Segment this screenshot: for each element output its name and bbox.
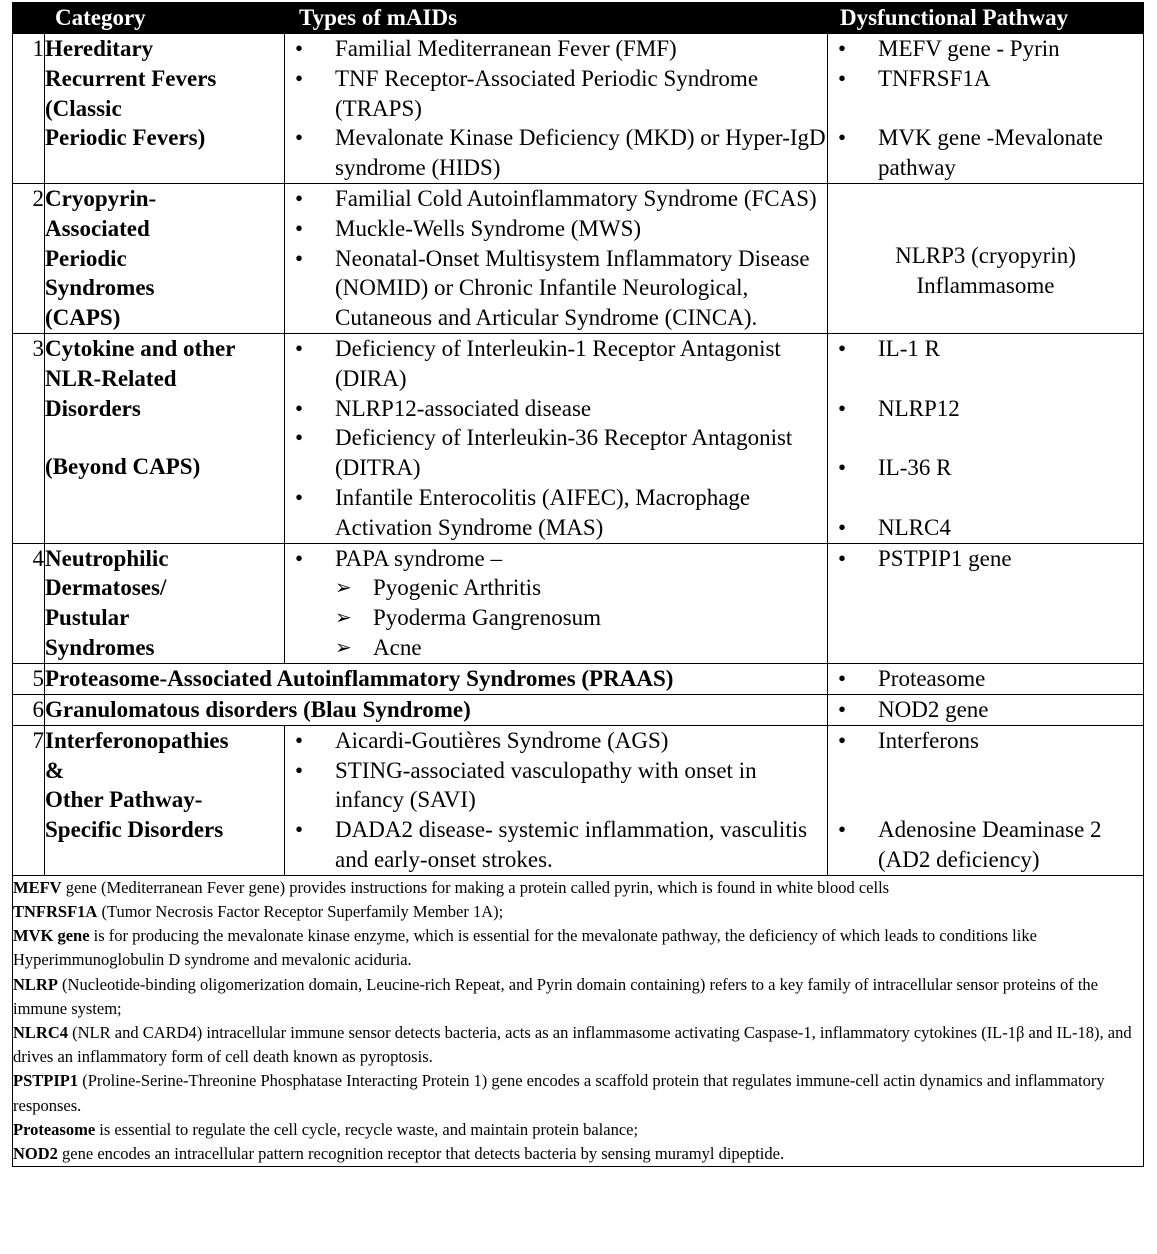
list-item: • TNFRSF1A [828,64,1143,94]
sub-list-item: ➢ Pyogenic Arthritis [285,573,827,603]
types-cell [285,34,828,184]
table-row [13,663,1144,694]
list-item: • Interferons [828,726,1143,756]
category-line: NLR-Related [45,365,177,391]
types-cell [285,183,828,333]
category-line: Periodic Fevers) [45,125,206,151]
table-row [13,543,1144,663]
category-line: Cytokine and other [45,335,236,361]
maids-table [12,2,1144,1167]
footnote [13,900,1143,924]
list-item: • Proteasome [828,664,1143,694]
footnote-term: Proteasome [13,1119,96,1139]
footnote-text: gene (Mediterranean Fever gene) provides instructions for making a protein called pyrin, which is found in white blood cells [61,877,890,897]
list-item: • IL-1 R [828,334,1143,364]
types-cell [285,333,828,543]
category-cell: Proteasome-Associated Autoinflammatory Syndromes (PRAAS) [45,663,828,694]
row-number: 7 [13,725,45,875]
sub-list-item: ➢ Pyoderma Gangrenosum [285,603,827,633]
footnote-term: PSTPIP1 [13,1071,79,1091]
table-row [13,183,1144,333]
list-item: • STING-associated vasculopathy with onset in infancy (SAVI) [285,756,827,816]
category-line: Cryopyrin- [45,185,157,211]
types-cell [285,725,828,875]
category-line: Interferonopathies [45,727,229,753]
footnote-text: (Proline-Serine-Threonine Phosphatase Interacting Protein 1) gene encodes a scaffold protein that regulates immune-cell actin dynamics and inflammatory responses. [13,1071,1105,1115]
list-item: • TNF Receptor-Associated Periodic Syndrome (TRAPS) [285,64,827,124]
category-cell [45,725,285,875]
footnote-text: (NLR and CARD4) intracellular immune sensor detects bacteria, acts as an inflammasome activating Caspase-1, inflammatory cytokines (IL-1β and IL-18), and drives an inflammatory form of cell death known as pyroptosis. [13,1022,1132,1067]
footnote-text: is for producing the mevalonate kinase enzyme, which is essential for the mevalonate pathway, the deficiency of which leads to conditions like Hyperimmunoglobulin D syndrome and mevalonic aciduria. [13,926,1037,970]
footnote-term: MEFV [13,877,62,897]
types-cell [285,543,828,663]
list-item: • IL-36 R [828,453,1143,483]
category-line: Recurrent Fevers [45,65,217,91]
header-types: Types of mAIDs [285,3,828,34]
pathway-cell [828,34,1144,184]
category-line: Associated [45,215,150,241]
header-row [13,3,1144,34]
footnote [13,876,1143,900]
pathway-line: Inflammasome [916,272,1055,298]
pathway-cell [828,333,1144,543]
footnote [13,1021,1143,1069]
category-line: Periodic [45,245,127,271]
row-number: 6 [13,694,45,725]
document-page [12,2,1143,1167]
row-number: 4 [13,543,45,663]
list-item: • NOD2 gene [828,695,1143,725]
pathway-line: NLRP3 (cryopyrin) [895,242,1076,268]
category-cell [45,543,285,663]
pathway-cell [828,663,1144,694]
row-number: 1 [13,34,45,184]
footnote [13,1118,1143,1142]
category-line: Neutrophilic [45,545,169,571]
pathway-cell [828,725,1144,875]
list-item: • Deficiency of Interleukin-1 Receptor Antagonist (DIRA) [285,334,827,394]
row-number: 5 [13,663,45,694]
category-line: Syndromes [45,275,155,301]
category-cell [45,333,285,543]
header-pathway: Dysfunctional Pathway [828,3,1144,34]
header-category: Category [13,3,285,34]
list-item: • Familial Cold Autoinflammatory Syndrome (FCAS) [285,184,827,214]
sub-list-item: ➢ Acne [285,633,827,663]
category-line: & [45,757,65,783]
list-item: • MVK gene -Mevalonate pathway [828,123,1143,183]
footnote-text: gene encodes an intracellular pattern recognition receptor that detects bacteria by sensing muramyl dipeptide. [57,1143,785,1163]
pathway-cell [828,694,1144,725]
table-row [13,725,1144,875]
category-line: Hereditary [45,36,154,61]
footnote [13,924,1143,972]
category-line: (CAPS) [45,305,121,331]
footnote-term: TNFRSF1A [13,901,98,921]
list-item: • NLRP12-associated disease [285,394,827,424]
footnote-text: is essential to regulate the cell cycle, recycle waste, and maintain protein balance; [95,1119,639,1139]
category-line: Dermatoses/ [45,575,167,601]
pathway-cell [828,183,1144,333]
list-item: • Mevalonate Kinase Deficiency (MKD) or Hyper-IgD syndrome (HIDS) [285,123,827,183]
list-item: • Deficiency of Interleukin-36 Receptor Antagonist (DITRA) [285,423,827,483]
category-line: Other Pathway- [45,787,203,813]
row-number: 3 [13,333,45,543]
pathway-cell [828,543,1144,663]
category-line: (Beyond CAPS) [45,454,201,480]
footnote-text: (Tumor Necrosis Factor Receptor Superfamily Member 1A); [97,901,504,921]
footnote [13,1142,1143,1166]
footnote [13,1069,1143,1117]
list-item: • MEFV gene - Pyrin [828,34,1143,64]
category-cell [45,183,285,333]
list-item: • NLRC4 [828,513,1143,543]
list-item: • PSTPIP1 gene [828,544,1143,574]
footnote-term: NLRC4 [13,1022,69,1042]
list-item: • Familial Mediterranean Fever (FMF) [285,34,827,64]
list-item: • Aicardi-Goutières Syndrome (AGS) [285,726,827,756]
notes-row [13,875,1144,1166]
list-item: • DADA2 disease- systemic inflammation, vasculitis and early-onset strokes. [285,815,827,875]
footnote-text: (Nucleotide-binding oligomerization domain, Leucine-rich Repeat, and Pyrin domain containing) refers to a key family of intracellular sensor proteins of the immune system; [13,974,1099,1018]
table-row [13,694,1144,725]
footnote-term: MVK gene [13,926,90,946]
list-item: • Neonatal-Onset Multisystem Inflammatory Disease (NOMID) or Chronic Infantile Neurological, Cutaneous and Articular Syndrome (CINCA). [285,244,827,333]
category-cell [45,34,285,184]
table-row [13,333,1144,543]
category-line: Syndromes [45,634,155,660]
row-number: 2 [13,183,45,333]
list-item: • PAPA syndrome – [285,544,827,574]
footnote [13,973,1143,1021]
category-line: Pustular [45,605,130,631]
category-line: Specific Disorders [45,817,224,843]
list-item: • Infantile Enterocolitis (AIFEC), Macrophage Activation Syndrome (MAS) [285,483,827,543]
footnote-term: NOD2 [13,1143,58,1163]
category-line: Disorders [45,395,141,421]
category-line: (Classic [45,95,122,121]
footnotes [13,875,1144,1166]
table-row [13,34,1144,184]
category-cell: Granulomatous disorders (Blau Syndrome) [45,694,828,725]
list-item: • Muckle-Wells Syndrome (MWS) [285,214,827,244]
list-item: • Adenosine Deaminase 2 (AD2 deficiency) [828,815,1143,875]
list-item: • NLRP12 [828,394,1143,424]
footnote-term: NLRP [13,974,58,994]
